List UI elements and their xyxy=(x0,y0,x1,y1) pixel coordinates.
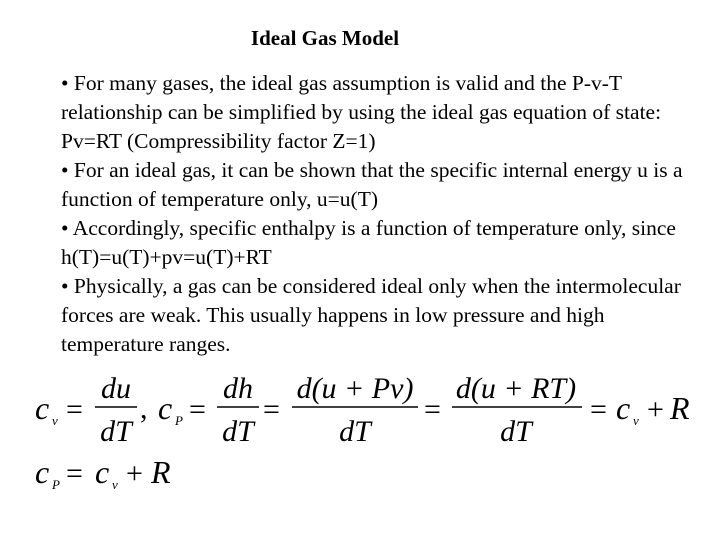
equals-sign: = xyxy=(263,393,280,426)
cv-subscript: v xyxy=(633,413,639,428)
fraction-denominator-dT: dT xyxy=(500,415,532,448)
cv-subscript: v xyxy=(52,413,58,428)
equation-svg xyxy=(0,362,720,540)
fraction-denominator-dT: dT xyxy=(222,415,254,448)
cp-symbol: c xyxy=(35,454,50,490)
gas-constant-r: R xyxy=(670,390,690,426)
plus-sign: + xyxy=(647,393,664,426)
comma-separator: , xyxy=(140,392,148,425)
fraction-numerator-u-plus-pv: d(u + Pv) xyxy=(296,372,414,405)
cv-symbol: c xyxy=(616,390,631,426)
bullet-item-1: • For many gases, the ideal gas assumption is valid and the P-v-T relationship can be simplified by using the ideal gas equation of state: Pv=RT (Compressibility factor Z=1) xyxy=(61,71,662,153)
slide-title: Ideal Gas Model xyxy=(250,26,400,50)
gas-constant-r: R xyxy=(151,454,171,490)
plus-sign: + xyxy=(126,457,143,490)
equation-block xyxy=(0,362,720,540)
bullet-item-3: • Accordingly, specific enthalpy is a function of temperature only, since h(T)=u(T)+pv=u(T)+RT xyxy=(61,216,676,269)
fraction-numerator-dh: dh xyxy=(223,372,253,405)
equation-line-1 xyxy=(35,372,690,448)
fraction-denominator-dT: dT xyxy=(100,415,132,448)
equation-line-2 xyxy=(35,454,171,492)
bullet-item-2: • For an ideal gas, it can be shown that the specific internal energy u is a function of temperature only, u=u(T) xyxy=(61,158,683,211)
equals-sign: = xyxy=(66,393,83,426)
cv-subscript: v xyxy=(112,477,118,492)
fraction-numerator-u-plus-rt: d(u + RT) xyxy=(455,372,577,405)
equals-sign: = xyxy=(424,393,441,426)
cp-subscript: P xyxy=(52,477,60,492)
bullet-list xyxy=(61,69,701,359)
fraction-denominator-dT: dT xyxy=(339,415,371,448)
bullet-item-4: • Physically, a gas can be considered ideal only when the intermolecular forces are weak. This usually happens in low pressure and high temperature ranges. xyxy=(61,274,681,356)
cv-symbol: c xyxy=(35,390,50,426)
equals-sign: = xyxy=(189,393,206,426)
cp-symbol: c xyxy=(158,390,173,426)
cp-subscript: P xyxy=(175,413,183,428)
fraction-numerator-du: du xyxy=(101,372,131,405)
cv-symbol: c xyxy=(95,454,110,490)
equals-sign: = xyxy=(66,457,83,490)
equals-sign: = xyxy=(590,393,607,426)
